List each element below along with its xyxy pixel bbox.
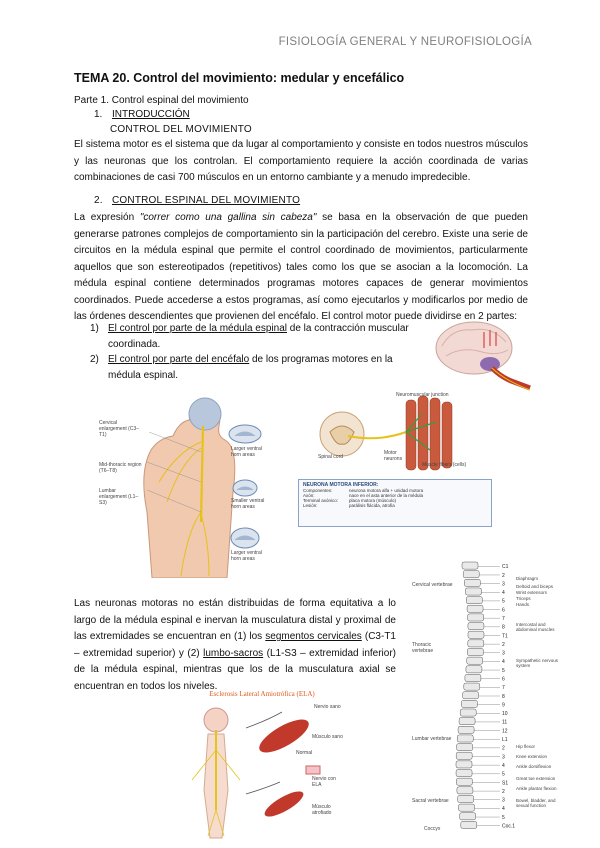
section-1-label: INTRODUCCIÓN <box>112 109 190 120</box>
vertebra <box>464 579 480 586</box>
segment-label: 8 <box>502 624 505 631</box>
function-label: Triceps <box>516 596 531 601</box>
figure-label: Spinal cord <box>318 454 344 460</box>
segment-label: 11 <box>502 719 508 726</box>
figure-label: Coccyx <box>424 826 441 832</box>
figure-label: Thoracic vertebrae <box>412 642 434 654</box>
ela-figure <box>172 690 352 840</box>
segment-label: 9 <box>502 702 505 709</box>
figure-label: Músculo sano <box>312 734 343 740</box>
figure-label: Larger ventral horn areas <box>231 550 262 562</box>
vertebra <box>467 657 483 664</box>
function-label: Knee extension <box>516 754 548 759</box>
function-label: Ankle dorsiflexion <box>516 764 552 769</box>
section-1-subheading: CONTROL DEL MOVIMIENTO <box>110 124 252 135</box>
segment-label: 12 <box>502 728 508 735</box>
vertebra <box>465 588 481 595</box>
figure-label: Larger ventral horn areas <box>231 446 262 458</box>
vertebra <box>463 571 479 578</box>
part-heading: Parte 1. Control espinal del movimiento <box>74 95 249 106</box>
info-box-value: placa motora (músculo) <box>349 498 397 503</box>
info-box <box>298 479 492 527</box>
segment-label: 2 <box>502 745 505 752</box>
segment-label: 3 <box>502 797 505 804</box>
info-box-value: nace en el asta anterior de la médula <box>349 493 424 498</box>
motor-neurons-paragraph <box>74 596 396 695</box>
quoted-expression: "correr como una gallina sin cabeza" <box>139 212 317 223</box>
figure-label: Normal <box>296 750 313 756</box>
vertebra <box>457 744 473 751</box>
segment-label: 5 <box>502 667 505 674</box>
segment-label: Coc.1 <box>502 823 516 830</box>
section-2-paragraph <box>74 210 528 326</box>
segment-label: 3 <box>502 754 505 761</box>
list-number: 1) <box>90 323 99 334</box>
brain-muscle-illustration <box>432 316 532 396</box>
info-box-value: neurona motora alfa + unidad motora <box>349 488 424 493</box>
segment-label: C1 <box>502 564 509 571</box>
paragraph-text: (L1-S3 – extremidad inferior) de la médula espinal, mientras que los de la musculatura axial se encuentran en todos los niveles. <box>74 647 396 692</box>
list-item <box>90 321 420 353</box>
function-label: Deltoid and biceps <box>516 584 554 589</box>
section-1-heading <box>94 109 190 120</box>
vertebra <box>467 605 483 612</box>
function-label: Wrist extensors <box>516 590 547 595</box>
function-label: Sympathetic nervous system <box>516 658 559 668</box>
segment-label: L1 <box>502 737 508 744</box>
vertebra <box>463 692 479 699</box>
function-label: Hip flexor <box>516 744 536 749</box>
list-number: 2) <box>90 354 99 365</box>
vertebra <box>456 778 472 785</box>
vertebra <box>466 666 482 673</box>
segment-label: 2 <box>502 641 505 648</box>
function-label: Bowel, bladder, and sexual function <box>516 798 556 808</box>
segment-label: 10 <box>502 711 508 718</box>
vertebra <box>468 640 484 647</box>
segment-label: 3 <box>502 650 505 657</box>
figure-label: Nervio sano <box>314 704 341 710</box>
paragraph-text: La expresión <box>74 212 140 223</box>
segment-label: 2 <box>502 572 505 579</box>
ela-figure-title: Esclerosis Lateral Amiotrófica (ELA) <box>209 690 315 698</box>
segment-label: 4 <box>502 762 505 769</box>
function-label: Great toe extension <box>516 776 556 781</box>
vertebra <box>457 787 473 794</box>
vertebra <box>458 795 474 802</box>
segment-label: 5 <box>502 771 505 778</box>
spinal-segments-figure <box>412 558 590 840</box>
paragraph-text: Las neuronas motoras no están distribuidas de forma equitativa a lo largo de la médula espinal e inervan la musculatura distal y proximal de las extremidades se encuentran en (1) los <box>74 598 396 642</box>
figure-label: Cervical vertebrae <box>412 582 453 588</box>
figure-label: Nervio con ELA <box>312 776 336 788</box>
segment-label: 4 <box>502 659 505 666</box>
figure-label: Smaller ventral horn areas <box>231 498 265 510</box>
segment-label: 2 <box>502 788 505 795</box>
info-box-key: Axón: <box>303 493 315 498</box>
vertebra <box>460 709 476 716</box>
vertebra <box>461 821 477 828</box>
segment-label: 4 <box>502 806 505 813</box>
segment-label: 6 <box>502 676 505 683</box>
vertebra <box>458 726 474 733</box>
vertebra <box>459 718 475 725</box>
vertebra <box>465 674 481 681</box>
list-emphasis: El control por parte de la médula espinal <box>108 323 287 334</box>
intro-paragraph: El sistema motor es el sistema que da lugar al comportamiento y consiste en todos nuestros músculos y las neuronas que los controlan. El comportamiento requiere la acción coordinada de varias combinaciones de casi 700 músculos en un entorno cambiante y a menudo impredecible. <box>74 139 528 183</box>
function-label: Intercostal and abdominal muscles <box>516 622 555 632</box>
segment-label: 5 <box>502 814 505 821</box>
figure-label: Cervical enlargement (C3–T1) <box>99 420 140 438</box>
info-box-key: Terminal axónico: <box>303 498 339 503</box>
vertebra <box>456 752 472 759</box>
list-item <box>90 352 420 384</box>
vertebra <box>466 597 482 604</box>
underlined-term: segmentos cervicales <box>265 631 362 642</box>
figure-label: Sacral vertebrae <box>412 798 449 804</box>
function-label: Hands <box>516 602 530 607</box>
segment-label: 5 <box>502 598 505 605</box>
paragraph-text: se basa en la observación de que pueden generarse patrones complejos de comportamiento sin la participación del cerebro. Existe una serie de circuitos en la médula espinal que permite el control coordinado de movimientos, particularmente aquellos que son estereotipados (repetitivos) tales como los que se asocian a la locomoción. La médula espinal contiene determinados programas motores capaces de generar movimientos coordinados. Puede accederse a estos programas, así como ejecutarlos y modificarlos por medio de las órdenes descendientes que provienen del encéfalo. El control motor puede dividirse en 2 partes: <box>74 212 528 322</box>
segment-label: 7 <box>502 685 505 692</box>
figure-label: Lumbar vertebrae <box>412 736 452 742</box>
vertebra <box>457 735 473 742</box>
vertebra <box>461 700 477 707</box>
segment-label: S1 <box>502 780 509 787</box>
vertebra <box>464 683 480 690</box>
page-title: TEMA 20. Control del movimiento: medular y encefálico <box>74 71 405 85</box>
segment-label: 3 <box>502 581 505 588</box>
section-1-number: 1. <box>94 109 103 120</box>
vertebra <box>467 648 483 655</box>
vertebra <box>462 562 478 569</box>
document-header: FISIOLOGÍA GENERAL Y NEUROFISIOLOGÍA <box>278 36 532 48</box>
section-2-number: 2. <box>94 195 103 206</box>
vertebra <box>456 761 472 768</box>
list-emphasis: El control por parte del encéfalo <box>108 354 250 365</box>
vertebra <box>468 623 484 630</box>
figure-label: Neuromuscular junction <box>396 392 449 398</box>
paragraph-text: (C3-T1 – extremidad superior) y (2) <box>74 631 396 659</box>
vertebra <box>459 804 475 811</box>
segment-label: 8 <box>502 693 505 700</box>
vertebra <box>468 631 484 638</box>
segment-label: T1 <box>502 633 508 640</box>
vertebra <box>456 769 472 776</box>
segment-label: 4 <box>502 590 505 597</box>
vertebra <box>460 813 476 820</box>
list-text: de los programas motores en la médula espinal. <box>108 354 393 381</box>
motor-neuron-figure <box>318 392 478 474</box>
figure-label: Muscle fibers (cells) <box>422 462 467 468</box>
list-text: de la contracción muscular coordinada. <box>108 323 409 350</box>
segment-label: 6 <box>502 607 505 614</box>
figure-label: Músculo atrofiado <box>312 804 332 816</box>
spinal-cord-body-figure <box>97 392 287 578</box>
figure-label: Motor neurons <box>384 450 403 462</box>
section-2-label: CONTROL ESPINAL DEL MOVIMIENTO <box>112 195 301 206</box>
underlined-term: lumbo-sacros <box>203 647 264 659</box>
section-2-heading <box>94 195 300 206</box>
figure-label: Lumbar enlargement (L1–S3) <box>99 488 139 506</box>
info-box-title: NEURONA MOTORA INFERIOR: <box>303 482 379 488</box>
function-label: Ankle plantar flexion <box>516 786 557 791</box>
info-box-value: parálisis flácida, atrofia <box>349 503 395 508</box>
function-label: Diaphragm <box>516 576 539 581</box>
vertebra <box>468 614 484 621</box>
info-box-key: Lesión: <box>303 503 318 508</box>
info-box-row <box>303 503 487 508</box>
segment-label: 7 <box>502 615 505 622</box>
info-box-key: Componentes: <box>303 488 333 493</box>
figure-label: Mid-thoracic region (T6–T8) <box>99 462 142 474</box>
